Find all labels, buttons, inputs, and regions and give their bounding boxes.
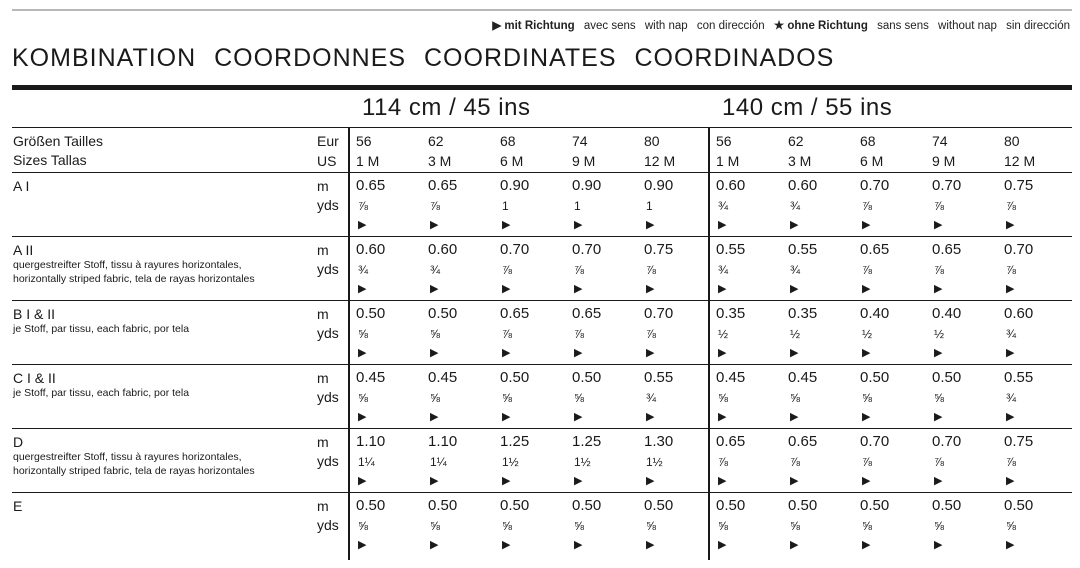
with-nap-marker: ▶ (1006, 283, 1015, 295)
with-nap-marker: ▶ (430, 539, 439, 551)
row-name: B I & II (13, 306, 56, 322)
header-us-size: 3 M (788, 153, 812, 169)
meters-value: 0.65 (356, 177, 386, 194)
with-nap-marker: ▶ (574, 283, 583, 295)
yards-value: ⅞ (574, 263, 585, 277)
with-nap-marker: ▶ (934, 539, 943, 551)
row-rule (12, 172, 1072, 173)
yards-value: 1 (574, 199, 581, 213)
legend-without-nap-de: ★ ohne Richtung (773, 20, 868, 32)
with-nap-marker: ▶ (1006, 347, 1015, 359)
meters-value: 1.25 (572, 433, 602, 450)
yards-value: ⅝ (502, 519, 513, 533)
with-nap-marker: ▶ (430, 219, 439, 231)
meters-value: 0.65 (572, 305, 602, 322)
meters-value: 0.50 (356, 497, 386, 514)
header-size-label-1: Größen Tailles (13, 133, 104, 149)
header-us-size: 12 M (1004, 153, 1036, 169)
with-nap-marker: ▶ (574, 411, 583, 423)
header-eur-size: 56 (716, 133, 732, 149)
yards-value: ⅞ (718, 455, 729, 469)
yards-value: ⅝ (502, 391, 513, 405)
yards-value: ½ (718, 327, 729, 341)
meters-value: 0.70 (860, 433, 890, 450)
meters-value: 0.50 (860, 369, 890, 386)
with-nap-marker: ▶ (646, 283, 655, 295)
meters-value: 0.60 (716, 177, 746, 194)
meters-value: 0.90 (644, 177, 674, 194)
yards-value: ⅝ (358, 391, 369, 405)
row-name: C I & II (13, 370, 56, 386)
header-top-rule (12, 127, 1072, 128)
header-eur-size: 74 (932, 133, 948, 149)
yards-value: ⅝ (430, 327, 441, 341)
meters-value: 0.75 (644, 241, 674, 258)
with-nap-marker: ▶ (1006, 411, 1015, 423)
meters-value: 0.45 (428, 369, 458, 386)
with-nap-marker: ▶ (358, 219, 367, 231)
meters-value: 0.50 (932, 369, 962, 386)
row-rule (12, 492, 1072, 493)
header-us-size: 9 M (572, 153, 596, 169)
with-nap-marker: ▶ (646, 347, 655, 359)
yards-value: ⅝ (862, 391, 873, 405)
meters-value: 0.40 (932, 305, 962, 322)
header-us-size: 9 M (932, 153, 956, 169)
with-nap-marker: ▶ (646, 475, 655, 487)
meters-value: 1.10 (428, 433, 458, 450)
meters-value: 0.50 (644, 497, 674, 514)
meters-value: 0.70 (500, 241, 530, 258)
meters-value: 0.75 (1004, 177, 1034, 194)
yards-value: ⅝ (718, 391, 729, 405)
with-nap-marker: ▶ (430, 347, 439, 359)
with-nap-marker: ▶ (502, 475, 511, 487)
with-nap-marker: ▶ (430, 411, 439, 423)
meters-value: 0.40 (860, 305, 890, 322)
yards-value: ⅞ (1006, 455, 1017, 469)
yards-value: ⅝ (790, 391, 801, 405)
with-nap-marker: ▶ (718, 411, 727, 423)
with-nap-marker: ▶ (718, 475, 727, 487)
unit-yds: yds (317, 389, 339, 405)
row-description: horizontally striped fabric, tela de rayas horizontales (13, 465, 255, 477)
yards-value: 1½ (646, 455, 663, 469)
yards-value: ⅞ (934, 199, 945, 213)
with-nap-marker: ▶ (934, 411, 943, 423)
with-nap-marker: ▶ (790, 347, 799, 359)
meters-value: 0.70 (860, 177, 890, 194)
meters-value: 0.50 (428, 497, 458, 514)
divider-width (708, 127, 710, 560)
meters-value: 0.50 (500, 497, 530, 514)
row-name: A II (13, 242, 34, 258)
unit-m: m (317, 178, 329, 194)
header-size-label-2: Sizes Tallas (13, 152, 87, 168)
row-description: je Stoff, par tissu, each fabric, por tela (13, 323, 190, 335)
with-nap-marker: ▶ (790, 411, 799, 423)
row-description: quergestreifter Stoff, tissu à rayures horizontales, (13, 259, 242, 271)
yards-value: ⅝ (574, 519, 585, 533)
meters-value: 0.75 (1004, 433, 1034, 450)
meters-value: 0.65 (860, 241, 890, 258)
yards-value: ⅝ (790, 519, 801, 533)
meters-value: 0.35 (788, 305, 818, 322)
meters-value: 0.50 (428, 305, 458, 322)
header-eur-size: 80 (644, 133, 660, 149)
yards-value: ⅝ (1006, 519, 1017, 533)
yards-value: ⅞ (574, 327, 585, 341)
yards-value: ⅝ (430, 391, 441, 405)
with-nap-marker: ▶ (502, 539, 511, 551)
yards-value: ⅞ (646, 327, 657, 341)
with-nap-marker: ▶ (430, 283, 439, 295)
meters-value: 0.55 (788, 241, 818, 258)
header-eur-size: 68 (500, 133, 516, 149)
meters-value: 1.25 (500, 433, 530, 450)
yards-value: ⅝ (862, 519, 873, 533)
meters-value: 0.60 (788, 177, 818, 194)
meters-value: 0.50 (716, 497, 746, 514)
yards-value: 1½ (502, 455, 519, 469)
yards-value: ⅞ (790, 455, 801, 469)
with-nap-marker: ▶ (502, 219, 511, 231)
meters-value: 0.60 (428, 241, 458, 258)
header-us-size: 6 M (500, 153, 524, 169)
width-heading-140: 140 cm / 55 ins (722, 94, 893, 121)
meters-value: 1.30 (644, 433, 674, 450)
unit-m: m (317, 306, 329, 322)
row-rule (12, 428, 1072, 429)
meters-value: 0.35 (716, 305, 746, 322)
with-nap-marker: ▶ (358, 347, 367, 359)
with-nap-marker: ▶ (790, 283, 799, 295)
with-nap-marker: ▶ (862, 219, 871, 231)
with-nap-marker: ▶ (862, 347, 871, 359)
with-nap-marker: ▶ (502, 347, 511, 359)
header-us-label: US (317, 153, 337, 169)
yards-value: ⅝ (574, 391, 585, 405)
meters-value: 0.70 (572, 241, 602, 258)
meters-value: 0.65 (932, 241, 962, 258)
unit-yds: yds (317, 517, 339, 533)
meters-value: 0.50 (500, 369, 530, 386)
row-rule (12, 300, 1072, 301)
yards-value: ⅞ (430, 199, 441, 213)
yards-value: ⅝ (358, 327, 369, 341)
meters-value: 0.55 (1004, 369, 1034, 386)
with-nap-marker: ▶ (574, 539, 583, 551)
meters-value: 0.70 (932, 433, 962, 450)
yards-value: ⅞ (862, 455, 873, 469)
meters-value: 0.65 (788, 433, 818, 450)
yards-value: ⅝ (934, 391, 945, 405)
meters-value: 0.55 (644, 369, 674, 386)
with-nap-marker: ▶ (502, 411, 511, 423)
with-nap-marker: ▶ (934, 347, 943, 359)
yards-value: 1½ (574, 455, 591, 469)
meters-value: 0.65 (716, 433, 746, 450)
yards-value: ⅝ (934, 519, 945, 533)
yards-value: 1 (646, 199, 653, 213)
with-nap-marker: ▶ (430, 475, 439, 487)
header-eur-size: 62 (788, 133, 804, 149)
with-nap-marker: ▶ (718, 219, 727, 231)
yards-value: ¾ (718, 263, 729, 277)
unit-m: m (317, 498, 329, 514)
header-us-size: 12 M (644, 153, 676, 169)
meters-value: 0.65 (500, 305, 530, 322)
with-nap-marker: ▶ (502, 283, 511, 295)
yards-value: ⅞ (646, 263, 657, 277)
legend-without-nap-fr: sans sens (877, 20, 929, 32)
meters-value: 0.50 (356, 305, 386, 322)
with-nap-marker: ▶ (358, 283, 367, 295)
meters-value: 0.70 (644, 305, 674, 322)
page-title: KOMBINATION COORDONNES COORDINATES COORDINADOS (12, 44, 835, 72)
with-nap-marker: ▶ (718, 539, 727, 551)
unit-yds: yds (317, 197, 339, 213)
meters-value: 0.70 (932, 177, 962, 194)
yards-value: ¾ (1006, 327, 1017, 341)
with-nap-marker: ▶ (790, 475, 799, 487)
meters-value: 0.90 (500, 177, 530, 194)
unit-yds: yds (317, 453, 339, 469)
yards-value: 1¼ (430, 455, 447, 469)
unit-m: m (317, 242, 329, 258)
meters-value: 0.65 (428, 177, 458, 194)
meters-value: 0.90 (572, 177, 602, 194)
yards-value: ⅞ (862, 263, 873, 277)
with-nap-marker: ▶ (574, 475, 583, 487)
header-eur-size: 68 (860, 133, 876, 149)
header-us-size: 1 M (716, 153, 740, 169)
with-nap-marker: ▶ (1006, 539, 1015, 551)
row-rule (12, 236, 1072, 237)
yards-value: ⅝ (430, 519, 441, 533)
yards-value: ¾ (358, 263, 369, 277)
with-nap-marker: ▶ (934, 283, 943, 295)
row-description: horizontally striped fabric, tela de rayas horizontales (13, 273, 255, 285)
meters-value: 0.50 (932, 497, 962, 514)
legend-without-nap-es: sin dirección (1006, 20, 1070, 32)
with-nap-marker: ▶ (358, 411, 367, 423)
with-nap-marker: ▶ (862, 411, 871, 423)
unit-yds: yds (317, 325, 339, 341)
meters-value: 1.10 (356, 433, 386, 450)
meters-value: 0.55 (716, 241, 746, 258)
row-name: E (13, 498, 23, 514)
with-nap-marker: ▶ (862, 475, 871, 487)
meters-value: 0.60 (356, 241, 386, 258)
with-nap-marker: ▶ (1006, 475, 1015, 487)
legend-with-nap-fr: avec sens (583, 20, 636, 32)
with-nap-marker: ▶ (718, 347, 727, 359)
unit-yds: yds (317, 261, 339, 277)
legend-without-nap-en: without nap (938, 20, 997, 32)
divider-label (348, 127, 350, 560)
yards-value: ⅝ (646, 519, 657, 533)
with-nap-marker: ▶ (790, 219, 799, 231)
yards-value: ¾ (1006, 391, 1017, 405)
meters-value: 0.50 (788, 497, 818, 514)
unit-m: m (317, 434, 329, 450)
width-heading-114: 114 cm / 45 ins (362, 94, 531, 121)
row-description: je Stoff, par tissu, each fabric, por tela (13, 387, 190, 399)
meters-value: 0.45 (788, 369, 818, 386)
with-nap-marker: ▶ (1006, 219, 1015, 231)
yards-value: ⅞ (358, 199, 369, 213)
yards-value: ⅝ (358, 519, 369, 533)
yards-value: ¾ (790, 199, 801, 213)
header-us-size: 6 M (860, 153, 884, 169)
row-rule (12, 364, 1072, 365)
yards-value: ⅞ (502, 327, 513, 341)
top-rule (12, 9, 1072, 11)
yards-value: ⅞ (934, 455, 945, 469)
legend-with-nap-en: with nap (644, 20, 688, 32)
yards-value: ½ (862, 327, 873, 341)
meters-value: 0.70 (1004, 241, 1034, 258)
with-nap-marker: ▶ (646, 219, 655, 231)
meters-value: 0.45 (716, 369, 746, 386)
with-nap-marker: ▶ (646, 539, 655, 551)
legend-with-nap-es: con dirección (696, 20, 765, 32)
with-nap-marker: ▶ (358, 539, 367, 551)
yards-value: ½ (790, 327, 801, 341)
header-eur-size: 74 (572, 133, 588, 149)
yards-value: ¾ (646, 391, 657, 405)
unit-m: m (317, 370, 329, 386)
row-description: quergestreifter Stoff, tissu à rayures horizontales, (13, 451, 242, 463)
meters-value: 0.50 (860, 497, 890, 514)
header-eur-label: Eur (317, 133, 339, 149)
yards-value: ⅞ (862, 199, 873, 213)
yards-value: ⅞ (934, 263, 945, 277)
header-us-size: 1 M (356, 153, 380, 169)
yards-value: ¾ (718, 199, 729, 213)
header-eur-size: 56 (356, 133, 372, 149)
yards-value: ¾ (430, 263, 441, 277)
meters-value: 0.50 (572, 369, 602, 386)
yards-value: 1¼ (358, 455, 375, 469)
header-us-size: 3 M (428, 153, 452, 169)
meters-value: 0.50 (1004, 497, 1034, 514)
title-rule (12, 85, 1072, 90)
meters-value: 0.50 (572, 497, 602, 514)
yards-value: ⅞ (1006, 199, 1017, 213)
yards-value: ¾ (790, 263, 801, 277)
with-nap-marker: ▶ (574, 347, 583, 359)
meters-value: 0.60 (1004, 305, 1034, 322)
with-nap-marker: ▶ (862, 539, 871, 551)
with-nap-marker: ▶ (790, 539, 799, 551)
with-nap-marker: ▶ (358, 475, 367, 487)
yards-value: ⅝ (718, 519, 729, 533)
row-name: A I (13, 178, 30, 194)
yards-value: ⅞ (1006, 263, 1017, 277)
yards-value: ⅞ (502, 263, 513, 277)
yards-value: 1 (502, 199, 509, 213)
with-nap-marker: ▶ (934, 219, 943, 231)
with-nap-marker: ▶ (646, 411, 655, 423)
row-name: D (13, 434, 24, 450)
with-nap-marker: ▶ (718, 283, 727, 295)
with-nap-marker: ▶ (934, 475, 943, 487)
legend-with-nap-de: ▶ mit Richtung (492, 20, 575, 32)
with-nap-marker: ▶ (574, 219, 583, 231)
header-eur-size: 80 (1004, 133, 1020, 149)
header-eur-size: 62 (428, 133, 444, 149)
yards-value: ½ (934, 327, 945, 341)
with-nap-marker: ▶ (862, 283, 871, 295)
nap-legend (486, 18, 1070, 32)
meters-value: 0.45 (356, 369, 386, 386)
